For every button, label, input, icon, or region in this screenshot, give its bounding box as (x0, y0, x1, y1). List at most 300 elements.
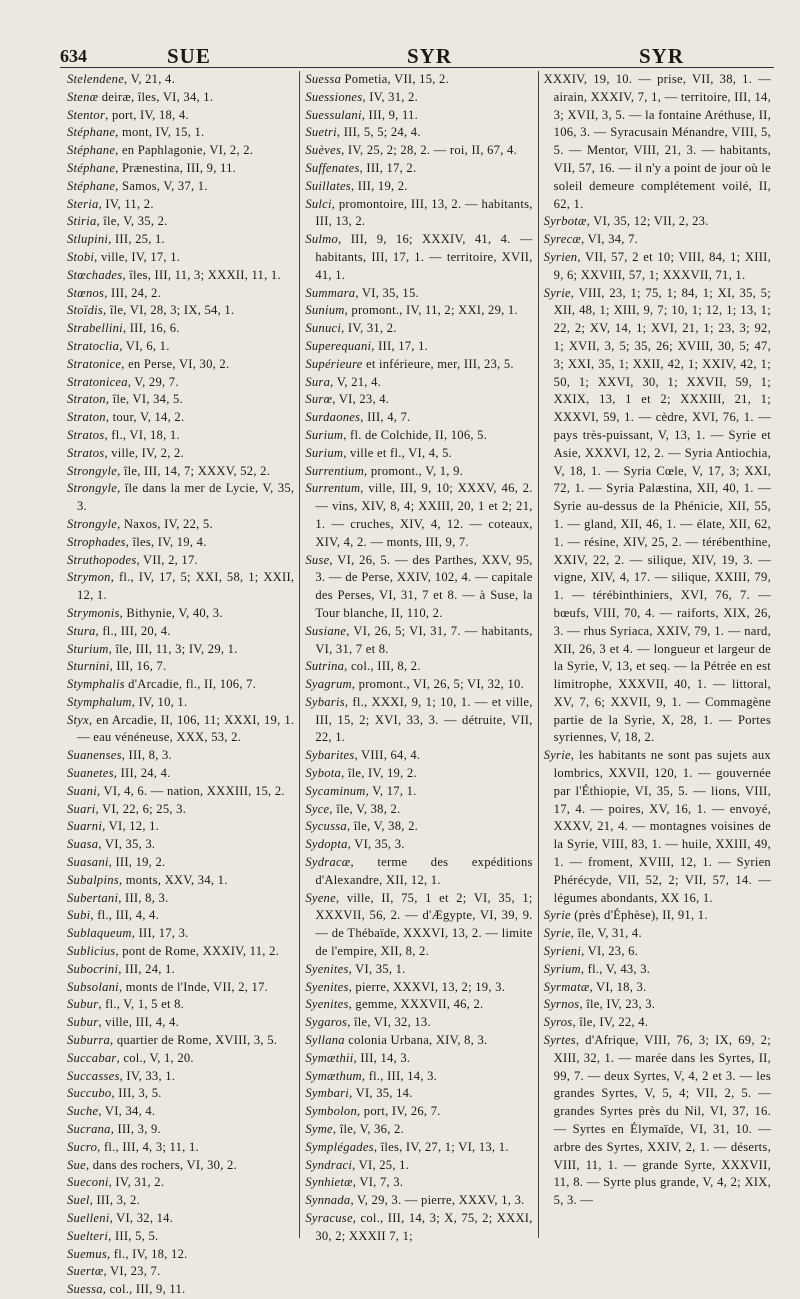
index-entry (67, 71, 294, 89)
entry-references: , VI, 35, 1. (348, 961, 406, 976)
index-entry (67, 480, 294, 516)
entry-headword: Syce (305, 801, 330, 816)
entry-headword: Syenites (305, 961, 349, 976)
entry-references: , col., III, 8, 2. (344, 659, 421, 674)
entry-headword: Stratonice (67, 356, 122, 371)
entry-references: , île, IV, 23, 3. (579, 997, 656, 1012)
index-entry (67, 1246, 294, 1264)
index-entry (305, 658, 532, 676)
entry-references: , île, V, 38, 2. (346, 819, 419, 834)
index-entry (67, 658, 294, 676)
index-entry (67, 623, 294, 641)
entry-headword: Strophades (67, 534, 126, 549)
entry-headword: Stelendene (67, 72, 125, 86)
entry-headword: Sygaros (305, 1015, 348, 1030)
index-entry (305, 623, 532, 659)
entry-references: , les habitants ne sont pas sujets aux lombrics, XXVII, 120, 1. — gouvernée par l'Éthiopie, VI, 35, 5. — lions, VIII, 17, 4. — poires, XV, 16, 1. — envoyé, XXXV, 21, 4. — montagnes voisines de la Syrie, VIII, 83, 1. — huile, XXIII, 49, 1. — froment, XVIII, 12, 1. — Syrien Phérécyde, VII, 52, 2; VII, 57, 14. — légumes abondants, XX 16, 1. (553, 748, 771, 905)
entry-headword: Syrtes (543, 1033, 576, 1048)
index-entry (544, 907, 771, 925)
entry-headword: Synnada (305, 1193, 351, 1208)
entry-headword: Suanenses (67, 748, 122, 763)
entry-headword: Surdaones (305, 410, 361, 425)
entry-headword: Syagrum (305, 677, 352, 692)
entry-references: , promont., IV, 11, 2; XXI, 29, 1. (344, 303, 518, 318)
index-entry (305, 961, 532, 979)
entry-headword: Subalpins (67, 872, 119, 887)
entry-headword: Subertani (67, 890, 119, 905)
index-entry (67, 356, 294, 374)
entry-headword: Sueconi (67, 1175, 109, 1190)
entry-headword: Stentor (67, 107, 106, 122)
entry-references: , III, 19, 2. (350, 178, 408, 193)
entry-references: , d'Afrique, VIII, 76, 3; IX, 69, 2; XIII, 32, 1. — marée dans les Syrtes, II, 99, 7. — deux Syrtes, V, 4, 2 et 3. — les grandes Syrtes, V, 5, 4; VII, 2, 5. — grandes Syrtes près du Nil, VI, 37, 16. — Syrtes en Élymaïde, VI, 31, 10. — arbre des Syrtes, XXIV, 2, 1. — déserts, VIII, 11, 1. — grande Syrte, XXXVII, 11, 8. — Syrte plus grande, V, 4, 2; XIX, 5, 3. — (553, 1033, 771, 1208)
entry-references: , VI, 18, 3. (589, 979, 647, 994)
entry-references: , col., V, 1, 20. (116, 1050, 194, 1065)
entry-headword: Syrien (543, 249, 578, 264)
index-entry (544, 71, 771, 213)
entry-headword: Suessa (305, 72, 342, 86)
entry-headword: Stratonicea (67, 374, 128, 389)
entry-headword: Stymphalum (67, 694, 132, 709)
entry-headword: Syrie (543, 926, 571, 941)
entry-references: , III, 24, 1. (118, 961, 175, 976)
index-entry (67, 107, 294, 125)
entry-references: , fl., XXXI, 9, 1; 10, 1. — et ville, III, 15, 2; XVI, 33, 3. — détruite, VII, 22, 1. (315, 694, 533, 745)
entry-headword: Stoïdis (67, 303, 104, 318)
index-entry (67, 178, 294, 196)
entry-references: , fl., III, 20, 4. (95, 623, 171, 638)
entry-headword: Stéphane (67, 160, 116, 175)
entry-references: , V, 29, 7. (127, 374, 179, 389)
entry-headword: Stobi (67, 249, 95, 264)
index-entry (67, 302, 294, 320)
entry-references: , III, 17, 1. (371, 338, 429, 353)
entry-headword: Subsolani (67, 979, 119, 994)
index-entry (305, 979, 532, 997)
entry-references: , île, III, 14, 7; XXXV, 52, 2. (117, 463, 271, 478)
entry-references: , Naxos, IV, 22, 5. (117, 516, 213, 531)
entry-references: , île, III, 11, 3; IV, 29, 1. (108, 641, 238, 656)
index-entry (544, 943, 771, 961)
index-entry (67, 267, 294, 285)
entry-references: , quartier de Rome, XVIII, 3, 5. (110, 1033, 278, 1048)
index-entry (67, 712, 294, 748)
index-entry (67, 1085, 294, 1103)
entry-references: , IV, 31, 2. (341, 321, 397, 336)
entry-headword: Succubo (67, 1086, 112, 1101)
entry-headword: Subur (67, 1015, 99, 1030)
index-entry (305, 783, 532, 801)
entry-headword: Symbari (305, 1086, 350, 1101)
index-entry (67, 1050, 294, 1068)
index-entry (67, 1210, 294, 1228)
entry-references: , III, 25, 1. (108, 232, 165, 247)
entry-references: , fl., III, 14, 3. (361, 1068, 438, 1083)
entry-headword: Suessa (67, 1282, 103, 1297)
entry-headword: Suari (67, 801, 96, 816)
entry-references: , tour, V, 14, 2. (105, 410, 185, 425)
index-entry (67, 1263, 294, 1281)
entry-headword: Stymphalis (67, 677, 125, 692)
entry-headword: Susiane (305, 623, 347, 638)
index-entry (67, 1032, 294, 1050)
index-entry (67, 961, 294, 979)
entry-headword: Syrmatæ (543, 979, 590, 994)
entry-references: , VI, 22, 6; 25, 3. (95, 801, 187, 816)
entry-references: , ville, II, 75, 1 et 2; VI, 35, 1; XXXVII, 56, 2. — d'Ægypte, VI, 39, 9. — de Thébaïde, XXXVI, 13, 2. — limite de l'empire, XII, 8, 2. (315, 890, 533, 959)
index-entry (305, 124, 532, 142)
entry-headword: Strongyle (67, 516, 118, 531)
entry-references: , IV, 25, 2; 28, 2. — roi, II, 67, 4. (341, 143, 517, 158)
index-entry (67, 1139, 294, 1157)
index-entry (305, 854, 532, 890)
index-column-3 (538, 71, 776, 1238)
entry-headword: Sturnini (67, 659, 110, 674)
index-entry (305, 338, 532, 356)
entry-references: (près d'Éphèse), II, 91, 1. (570, 908, 708, 923)
entry-references: , VII, 2, 17. (136, 552, 198, 567)
index-entry (67, 445, 294, 463)
entry-headword: Synhietæ (305, 1175, 353, 1190)
entry-references: , promont., VI, 26, 5; VI, 32, 10. (351, 677, 524, 692)
entry-headword: Stura (67, 623, 96, 638)
entry-headword: Syndraci (305, 1157, 353, 1172)
entry-headword: Stéphane (67, 125, 116, 140)
entry-headword: Syrecæ (543, 232, 582, 247)
index-entry (67, 160, 294, 178)
entry-headword: Suani (67, 783, 97, 798)
entry-references: , île, VI, 32, 13. (347, 1015, 431, 1030)
index-entry (305, 445, 532, 463)
entry-headword: Surrentium (305, 463, 365, 478)
entry-references: , III, 3, 9. (110, 1122, 161, 1137)
index-entry (67, 516, 294, 534)
index-entry (544, 1032, 771, 1210)
entry-references: , col., III, 14, 3; X, 75, 2; XXXI, 30, 2; XXXII 7, 1; (315, 1211, 533, 1243)
index-columns (62, 71, 776, 1297)
entry-headword: Suasani (67, 855, 109, 870)
index-entry (67, 801, 294, 819)
entry-references: , monts de l'Inde, VII, 2, 17. (118, 979, 269, 994)
entry-references: , III, 24, 2. (104, 285, 161, 300)
entry-headword: Sybota (305, 766, 342, 781)
entry-headword: Suanetes (67, 766, 114, 781)
index-entry (305, 89, 532, 107)
index-entry (305, 391, 532, 409)
entry-headword: Sycussa (305, 819, 347, 834)
index-entry (305, 196, 532, 232)
entry-references: , île, V, 36, 2. (332, 1122, 404, 1137)
running-head-left: SUE (167, 44, 211, 68)
entry-references: , pierre, XXXVI, 13, 2; 19, 3. (348, 979, 506, 994)
entry-references: , Samos, V, 37, 1. (115, 178, 208, 193)
entry-references: , VIII, 64, 4. (354, 748, 421, 763)
entry-headword: Suasa (67, 837, 99, 852)
entry-references: , fl. de Colchide, II, 106, 5. (343, 427, 488, 442)
entry-references: , III, 8, 3. (121, 748, 172, 763)
entry-headword: Suse (305, 552, 330, 567)
index-entry (67, 676, 294, 694)
entry-references: , VIII, 23, 1; 75, 1; 84, 1; XI, 35, 5; XII, 48, 1; XIII, 9, 7; 10, 1; 12, 1; 13, 1; 22, 2; XV, 14, 1; XVI, 21, 1; 23, 3; 92, 1; XVII, 3, 5; 35, 26; XVIII, 30, 5; 47, 3; XXI, 35, 1; XXII, 42, 1; XXIV, 42, 1; 50, 1; XXVI, 30, 1; XXVII, 59, 1; XXIX, 13, 1 et 2; XXXIII, 21, 1; XXXVI, 59, 1. — cèdre, XVI, 76, 1. — pays très-puissant, V, 13, 1. — Syrie et Asie, XXXVI, 12, 2. — Syria Antiochia, V, 18, 1. — Syria Cœle, V, 17, 3; XXI, 72, 1. — Syria Palæstina, XII, 40, 1. — Syrie au-dessus de la Phénicie, XII, 55, 1. — gland, XII, 46, 1. — élate, XII, 62, 1. — résine, XIV, 25, 2. — térébenthine, XXIV, 22, 2. — silique, XIV, 19, 3. — vigne, XIV, 4, 17. — silique, XXIII, 79, 1. — térébinthiniers, XVI, 76, 7. — bœufs, VIII, 70, 4. — raiforts, XIX, 26, 3. — rhus Syriaca, XXIV, 79, 1. — nard, XII, 26, 3 et 4. — longueur et largeur de la Syrie, V, 13, et seq. — la Pétrée en est limitrophe, XXXVII, 40, 1. — littoral, XV, 7, 6; XXVII, 9, 1. — Commagène partie de la Syrie, X, 28, 1. — Portes syriennes, V, 18, 2. (553, 285, 771, 745)
index-entry (305, 356, 532, 374)
entry-headword: Syenites (305, 979, 349, 994)
index-entry (67, 943, 294, 961)
entry-references: , III, 3, 2. (89, 1193, 140, 1208)
entry-references: , VI, 35, 3. (98, 837, 156, 852)
entry-headword: Syracuse (305, 1211, 353, 1225)
index-column-2 (299, 71, 537, 1243)
entry-references: , III, 16, 6. (122, 321, 180, 336)
entry-references: , VI, 25, 1. (352, 1157, 410, 1172)
index-entry (67, 320, 294, 338)
index-entry (305, 1157, 532, 1175)
entry-references: , III, 16, 7. (109, 659, 167, 674)
index-entry (305, 178, 532, 196)
entry-headword: Strabellini (67, 321, 123, 336)
entry-headword: Syrbotæ (543, 214, 587, 229)
index-entry (544, 231, 771, 249)
entry-headword: Suffenates (305, 160, 360, 175)
entry-headword: Stéphane (67, 178, 116, 193)
index-entry (305, 409, 532, 427)
page-number: 634 (60, 46, 87, 66)
entry-references: , VI, 4, 6. — nation, XXXIII, 15, 2. (96, 783, 285, 798)
entry-references: , VI, 23, 7. (103, 1264, 161, 1279)
entry-headword: Suarni (67, 819, 103, 834)
entry-references: d'Arcadie, fl., II, 106, 7. (124, 677, 257, 692)
entry-references: , IV, 33, 1. (119, 1068, 176, 1083)
entry-headword: Symplégades (305, 1139, 374, 1154)
entry-headword: Sublaqueum (67, 926, 132, 941)
entry-references: , terme des expéditions d'Alexandre, XII, 12, 1. (315, 855, 533, 887)
entry-references: , fl., IV, 18, 12. (106, 1246, 188, 1261)
entry-references: , en Paphlagonie, VI, 2, 2. (115, 143, 254, 158)
index-entry (544, 979, 771, 997)
index-entry (305, 836, 532, 854)
index-entry (67, 89, 294, 107)
index-entry (305, 1085, 532, 1103)
index-entry (305, 694, 532, 747)
index-entry (305, 320, 532, 338)
entry-headword: Syrie (543, 908, 571, 923)
entry-headword: Succabar (67, 1050, 117, 1065)
entry-references: , V, 17, 1. (365, 783, 417, 798)
entry-references: , dans des rochers, VI, 30, 2. (85, 1157, 237, 1172)
index-entry (67, 1281, 294, 1299)
index-entry (67, 872, 294, 890)
index-entry (305, 427, 532, 445)
entry-references: , IV, 10, 1. (131, 694, 188, 709)
entry-headword: Suel (67, 1193, 90, 1208)
entry-references: , VII, 57, 2 et 10; VIII, 84, 1; XIII, 9, 6; XXVIII, 57, 1; XXXVII, 71, 1. (553, 249, 771, 282)
entry-references: , col., III, 9, 11. (102, 1282, 186, 1297)
entry-references: , gemme, XXXVII, 46, 2. (348, 997, 484, 1012)
index-entry (305, 1210, 532, 1246)
index-entry (305, 676, 532, 694)
entry-headword: Syme (305, 1122, 333, 1137)
entry-headword: Stratoclia (67, 338, 120, 353)
index-entry (544, 747, 771, 907)
entry-headword: Syrium (543, 961, 581, 976)
entry-headword: Suburra (67, 1033, 111, 1048)
index-entry (67, 694, 294, 712)
index-entry (305, 996, 532, 1014)
page-header (55, 38, 778, 68)
entry-headword: Stenæ (67, 89, 99, 104)
entry-headword: Strymonis (67, 605, 120, 620)
index-entry (305, 1103, 532, 1121)
entry-headword: Sublicius (67, 944, 116, 959)
index-entry (305, 1121, 532, 1139)
entry-headword: Sybaris (305, 694, 345, 709)
entry-headword: Stœnos (67, 285, 105, 300)
entry-headword: Stiria (67, 214, 97, 229)
index-entry (67, 907, 294, 925)
index-entry (305, 552, 532, 623)
entry-references: , ville, III, 9, 10; XXXV, 46, 2. — vins, XIV, 8, 4; XXIII, 20, 1 et 2; 21, 1. — cruches, XIV, 4, 12. — coteaux, XIV, 4, 2. — monts, III, 9, 7. (315, 481, 533, 549)
entry-headword: Suetri (305, 125, 337, 140)
entry-references: , Prænestina, III, 9, 11. (115, 160, 237, 175)
index-entry (67, 765, 294, 783)
entry-headword: Sybarites (305, 748, 355, 763)
entry-references: , îles, IV, 27, 1; VI, 13, 1. (373, 1139, 509, 1154)
index-entry (544, 961, 771, 979)
entry-references: , promontoire, III, 13, 2. — habitants, III, 13, 2. (315, 196, 533, 229)
entry-references: , île, V, 31, 4. (570, 926, 642, 941)
entry-references: , fl., III, 4, 4. (90, 908, 159, 923)
entry-references: , fl., VI, 18, 1. (104, 427, 180, 442)
index-entry (305, 890, 532, 961)
entry-headword: Subi (67, 908, 91, 923)
entry-references: , Bithynie, V, 40, 3. (119, 605, 223, 620)
index-entry (67, 124, 294, 142)
entry-headword: Sydopta (305, 837, 348, 852)
entry-references: , III, 9, 11. (361, 107, 418, 122)
entry-references: , III, 4, 7. (360, 410, 411, 425)
entry-references: , VI, 35, 14. (349, 1086, 413, 1101)
entry-references: , VI, 32, 14. (109, 1211, 174, 1225)
entry-headword: Syrieni (543, 944, 582, 959)
entry-references: , fl., V, 43, 3. (580, 961, 651, 976)
entry-references: , île, V, 38, 2. (329, 801, 401, 816)
index-entry (305, 231, 532, 284)
entry-headword: Syene (305, 890, 336, 905)
index-entry (544, 925, 771, 943)
index-entry (67, 569, 294, 605)
entry-references: , ville, IV, 2, 2. (104, 445, 184, 460)
index-entry (305, 801, 532, 819)
entry-references: , VI, 35, 15. (355, 285, 419, 300)
entry-references: , en Perse, VI, 30, 2. (121, 356, 230, 371)
entry-headword: Sue (67, 1157, 86, 1172)
entry-references: XXXIV, 19, 10. — prise, VII, 38, 1. — airain, XXXIV, 7, 1, — territoire, III, 14, 3; XVII, 3, 5. — la fontaine Aréthuse, II, 106, 3. — Syracusain Ménandre, VIII, 5, 5. — Mentor, VIII, 21, 3. — habitants, VII, 57, 16. — il n'y a point de jour où le soleil demeure complétement voilé, II, 62, 1. (543, 72, 771, 211)
index-entry (67, 196, 294, 214)
entry-references: , III, 5, 5. (108, 1228, 159, 1243)
index-entry (67, 818, 294, 836)
index-entry (544, 213, 771, 231)
entry-headword: Syrie (543, 285, 571, 300)
index-entry (305, 747, 532, 765)
index-entry (67, 1157, 294, 1175)
index-entry (305, 71, 532, 89)
entry-headword: Surium (305, 445, 344, 460)
entry-headword: Syllana (305, 1033, 345, 1048)
entry-headword: Subocrini (67, 961, 119, 976)
entry-headword: Suillates (305, 178, 351, 193)
entry-references: , ville, III, 4, 4. (98, 1015, 179, 1030)
index-entry (67, 996, 294, 1014)
index-entry (67, 1103, 294, 1121)
index-entry (67, 641, 294, 659)
index-column-1 (62, 71, 299, 1297)
entry-references: , VI, 34, 4. (98, 1104, 156, 1119)
entry-headword: Suertæ (67, 1264, 104, 1279)
entry-references: , III, 17, 3. (131, 926, 189, 941)
index-entry (67, 285, 294, 303)
entry-references: , monts, XXV, 34, 1. (118, 872, 228, 887)
entry-headword: Suessulani (305, 107, 362, 122)
index-entry (305, 160, 532, 178)
header-rule (60, 67, 774, 68)
entry-references: , VI, 35, 3. (347, 837, 405, 852)
index-entry (305, 480, 532, 551)
entry-headword: Symæthii (305, 1050, 354, 1065)
entry-references: , IV, 11, 2. (98, 196, 154, 211)
entry-references: , IV, 31, 2. (108, 1175, 165, 1190)
index-entry (67, 427, 294, 445)
entry-references: , VI, 35, 12; VII, 2, 23. (586, 214, 709, 229)
entry-references: , îles, III, 11, 3; XXXII, 11, 1. (122, 267, 281, 282)
entry-headword: Summara (305, 285, 356, 300)
index-entry (305, 1050, 532, 1068)
entry-references: , III, 14, 3. (353, 1050, 411, 1065)
entry-references: , fl., IV, 17, 5; XXI, 58, 1; XXII, 12, 1. (77, 570, 295, 603)
entry-references: , VI, 23, 6. (581, 944, 639, 959)
entry-headword: Suessiones (305, 89, 363, 104)
entry-headword: Syrnos (543, 997, 580, 1012)
index-entry (544, 285, 771, 748)
entry-headword: Suèves (305, 143, 342, 158)
entry-references: , île, VI, 34, 5. (105, 392, 183, 407)
index-entry (67, 1121, 294, 1139)
entry-headword: Steria (67, 196, 99, 211)
index-entry (67, 552, 294, 570)
entry-references: , île, IV, 22, 4. (572, 1015, 649, 1030)
entry-headword: Stratos (67, 427, 105, 442)
index-entry (67, 747, 294, 765)
entry-headword: Symæthum (305, 1068, 362, 1083)
entry-references: , III, 24, 4. (113, 766, 171, 781)
index-entry (67, 463, 294, 481)
entry-headword: Syenites (305, 997, 349, 1012)
entry-references: , ville, IV, 17, 1. (94, 249, 181, 264)
entry-references: , VI, 12, 1. (102, 819, 160, 834)
index-entry (67, 783, 294, 801)
index-entry (67, 836, 294, 854)
entry-references: , III, 8, 3. (118, 890, 169, 905)
entry-headword: Stéphane (67, 143, 116, 158)
entry-references: deiræ, îles, VI, 34, 1. (98, 89, 214, 104)
entry-references: , VI, 34, 7. (581, 232, 639, 247)
entry-references: , VI, 7, 3. (352, 1175, 404, 1190)
entry-headword: Strongyle (67, 463, 118, 478)
running-head-right: SYR (639, 44, 685, 68)
entry-references: , fl., V, 1, 5 et 8. (98, 997, 185, 1012)
entry-headword: Subur (67, 997, 99, 1012)
entry-headword: Stlupini (67, 232, 109, 247)
entry-headword: Sycaminum (305, 783, 366, 798)
entry-references: , mont, IV, 15, 1. (115, 125, 205, 140)
